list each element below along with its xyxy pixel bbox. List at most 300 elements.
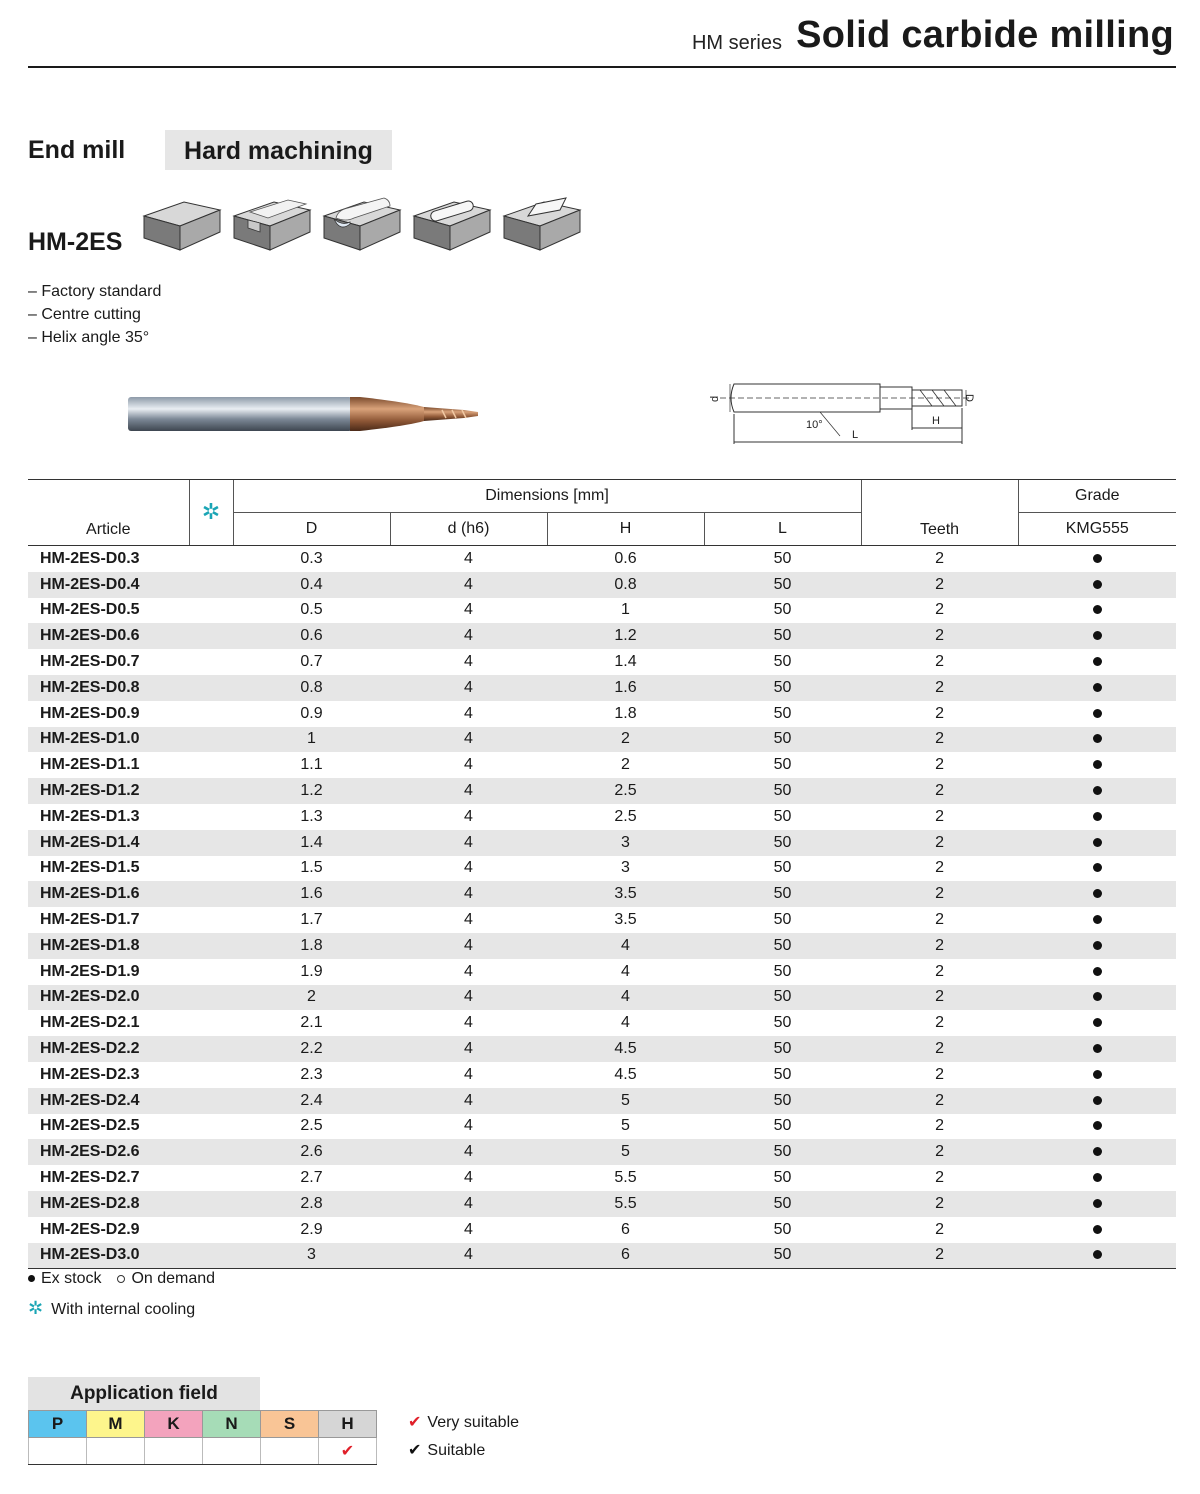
H-cell: 4 bbox=[621, 1014, 630, 1032]
grade-cell bbox=[1018, 752, 1176, 778]
ex-stock-icon bbox=[1093, 554, 1102, 563]
grade-cell bbox=[1018, 649, 1176, 675]
ex-stock-icon bbox=[1093, 657, 1102, 666]
drawing-label-d: d bbox=[709, 395, 721, 402]
ex-stock-icon bbox=[1093, 580, 1102, 589]
d-cell: 4 bbox=[390, 675, 547, 701]
D-cell: 1.1 bbox=[300, 756, 323, 774]
D-cell: 2.5 bbox=[300, 1117, 323, 1135]
d-cell: 4 bbox=[390, 881, 547, 907]
d-cell: 4 bbox=[390, 623, 547, 649]
ex-stock-icon bbox=[1093, 734, 1102, 743]
D-cell: 3 bbox=[233, 1243, 390, 1269]
cooling-cell bbox=[189, 804, 233, 830]
material-n-header: N bbox=[203, 1411, 261, 1438]
ex-stock-icon bbox=[1093, 838, 1102, 847]
grade-cell bbox=[1018, 1191, 1176, 1217]
D-cell: 2.2 bbox=[233, 1036, 390, 1062]
D-cell: 0.4 bbox=[233, 572, 390, 598]
on-demand-icon bbox=[117, 1275, 125, 1283]
end-mill-photo bbox=[124, 388, 484, 436]
cooling-cell bbox=[189, 727, 233, 753]
teeth-cell: 2 bbox=[861, 572, 1018, 598]
teeth-cell: 2 bbox=[861, 881, 1018, 907]
d-cell: 4 bbox=[464, 756, 473, 774]
L-cell: 50 bbox=[704, 778, 861, 804]
table-row bbox=[28, 1088, 1176, 1114]
feature-item: – Helix angle 35° bbox=[28, 329, 150, 346]
article-rows bbox=[28, 546, 1176, 1269]
d-cell: 4 bbox=[464, 911, 473, 929]
teeth-cell: 2 bbox=[935, 962, 944, 980]
D-cell: 0.9 bbox=[300, 704, 323, 722]
feature-list bbox=[28, 280, 161, 349]
cooling-cell bbox=[189, 1217, 233, 1243]
L-cell: 50 bbox=[773, 756, 792, 774]
table-row bbox=[28, 752, 1176, 778]
D-cell: 1.8 bbox=[233, 933, 390, 959]
D-cell: 0.6 bbox=[233, 623, 390, 649]
table-row bbox=[28, 1010, 1176, 1036]
article-cell: HM-2ES-D2.8 bbox=[28, 1191, 189, 1217]
teeth-cell: 2 bbox=[935, 911, 944, 929]
L-cell: 50 bbox=[704, 572, 861, 598]
article-cell: HM-2ES-D1.8 bbox=[28, 933, 189, 959]
stock-legend bbox=[28, 1270, 215, 1288]
cooling-cell bbox=[189, 1114, 233, 1140]
article-cell: HM-2ES-D1.3 bbox=[40, 807, 140, 825]
material-n-rating bbox=[203, 1438, 261, 1465]
ex-stock-icon bbox=[1093, 889, 1102, 898]
L-cell: 50 bbox=[773, 1220, 792, 1238]
cooling-cell bbox=[189, 623, 233, 649]
teeth-cell: 2 bbox=[861, 933, 1018, 959]
material-h-header: H bbox=[319, 1411, 377, 1438]
grade-cell bbox=[1018, 881, 1176, 907]
table-row bbox=[28, 1243, 1176, 1269]
H-cell: 5.5 bbox=[614, 1169, 637, 1187]
teeth-cell: 2 bbox=[935, 704, 944, 722]
article-cell: HM-2ES-D1.9 bbox=[40, 962, 140, 980]
shoulder-milling-icon bbox=[230, 188, 312, 254]
grade-cell bbox=[1018, 1139, 1176, 1165]
ex-stock-label: Ex stock bbox=[41, 1270, 102, 1287]
grade-cell bbox=[1018, 623, 1176, 649]
L-cell: 50 bbox=[773, 549, 792, 567]
grade-cell bbox=[1018, 830, 1176, 856]
table-row bbox=[28, 804, 1176, 830]
grade-cell bbox=[1018, 907, 1176, 933]
very-suitable-legend bbox=[408, 1412, 519, 1432]
ex-stock-icon bbox=[1093, 1044, 1102, 1053]
col-cooling bbox=[189, 480, 233, 546]
teeth-cell: 2 bbox=[861, 623, 1018, 649]
col-L: L bbox=[704, 513, 861, 546]
teeth-cell: 2 bbox=[861, 1243, 1018, 1269]
cooling-cell bbox=[189, 933, 233, 959]
D-cell: 1.2 bbox=[233, 778, 390, 804]
article-cell: HM-2ES-D2.6 bbox=[28, 1139, 189, 1165]
d-cell: 4 bbox=[464, 601, 473, 619]
drawing-label-H: H bbox=[932, 415, 940, 427]
col-article: Article bbox=[28, 480, 189, 546]
H-cell: 0.6 bbox=[614, 549, 637, 567]
material-h-rating bbox=[319, 1438, 377, 1465]
table-row bbox=[28, 933, 1176, 959]
ex-stock-icon bbox=[1093, 1173, 1102, 1182]
teeth-cell: 2 bbox=[861, 778, 1018, 804]
d-cell: 4 bbox=[464, 1220, 473, 1238]
cooling-cell bbox=[189, 1243, 233, 1269]
L-cell: 50 bbox=[704, 1036, 861, 1062]
table-row bbox=[28, 675, 1176, 701]
cooling-cell bbox=[189, 1010, 233, 1036]
table-row bbox=[28, 856, 1176, 882]
article-cell: HM-2ES-D0.9 bbox=[40, 704, 140, 722]
col-grade: Grade bbox=[1018, 480, 1176, 513]
D-cell: 2.4 bbox=[233, 1088, 390, 1114]
D-cell: 0.8 bbox=[233, 675, 390, 701]
cooling-cell bbox=[189, 1088, 233, 1114]
ex-stock-icon bbox=[1093, 812, 1102, 821]
article-cell: HM-2ES-D2.3 bbox=[40, 1065, 140, 1083]
D-cell: 1.3 bbox=[300, 807, 323, 825]
L-cell: 50 bbox=[704, 727, 861, 753]
H-cell: 1.8 bbox=[614, 704, 637, 722]
H-cell: 3.5 bbox=[614, 911, 637, 929]
teeth-cell: 2 bbox=[935, 859, 944, 877]
grade-cell bbox=[1018, 1114, 1176, 1140]
ex-stock-icon bbox=[1093, 1018, 1102, 1027]
teeth-cell: 2 bbox=[861, 675, 1018, 701]
teeth-cell: 2 bbox=[861, 830, 1018, 856]
table-row bbox=[28, 1062, 1176, 1088]
H-cell: 3 bbox=[621, 859, 630, 877]
cooling-cell bbox=[189, 701, 233, 727]
table-row bbox=[28, 881, 1176, 907]
L-cell: 50 bbox=[704, 881, 861, 907]
d-cell: 4 bbox=[464, 1117, 473, 1135]
material-k-header: K bbox=[145, 1411, 203, 1438]
ex-stock-icon bbox=[1093, 1070, 1102, 1079]
dimension-drawing bbox=[700, 372, 990, 452]
teeth-cell: 2 bbox=[861, 1088, 1018, 1114]
table-row bbox=[28, 907, 1176, 933]
teeth-cell: 2 bbox=[935, 1014, 944, 1032]
product-type: End mill bbox=[28, 136, 126, 164]
d-cell: 4 bbox=[464, 807, 473, 825]
col-H: H bbox=[547, 513, 704, 546]
D-cell: 1.4 bbox=[233, 830, 390, 856]
L-cell: 50 bbox=[704, 1191, 861, 1217]
teeth-cell: 2 bbox=[935, 756, 944, 774]
grade-cell bbox=[1018, 572, 1176, 598]
L-cell: 50 bbox=[704, 675, 861, 701]
d-cell: 4 bbox=[464, 704, 473, 722]
H-cell: 1.6 bbox=[547, 675, 704, 701]
table-row bbox=[28, 830, 1176, 856]
L-cell: 50 bbox=[704, 1139, 861, 1165]
cooling-label: With internal cooling bbox=[51, 1301, 196, 1318]
table-row bbox=[28, 778, 1176, 804]
cooling-cell bbox=[189, 675, 233, 701]
application-badge: Hard machining bbox=[165, 130, 392, 170]
cooling-cell bbox=[189, 752, 233, 778]
slot-milling-icon bbox=[320, 188, 402, 254]
ex-stock-icon bbox=[1093, 786, 1102, 795]
material-s-header: S bbox=[261, 1411, 319, 1438]
D-cell: 0.7 bbox=[300, 653, 323, 671]
D-cell: 2.9 bbox=[300, 1220, 323, 1238]
col-d: d (h6) bbox=[390, 513, 547, 546]
article-cell: HM-2ES-D2.2 bbox=[28, 1036, 189, 1062]
table-row bbox=[28, 1114, 1176, 1140]
ex-stock-icon bbox=[1093, 967, 1102, 976]
d-cell: 4 bbox=[390, 572, 547, 598]
D-cell: 2 bbox=[233, 985, 390, 1011]
article-cell: HM-2ES-D1.4 bbox=[28, 830, 189, 856]
H-cell: 1.4 bbox=[614, 653, 637, 671]
article-cell: HM-2ES-D2.7 bbox=[40, 1169, 140, 1187]
table-row bbox=[28, 727, 1176, 753]
d-cell: 4 bbox=[464, 653, 473, 671]
col-grade-name: KMG555 bbox=[1018, 513, 1176, 546]
grade-cell bbox=[1018, 959, 1176, 985]
H-cell: 2.5 bbox=[614, 807, 637, 825]
table-row bbox=[28, 1191, 1176, 1217]
teeth-cell: 2 bbox=[935, 549, 944, 567]
grade-cell bbox=[1018, 1036, 1176, 1062]
D-cell: 2.8 bbox=[233, 1191, 390, 1217]
H-cell: 4 bbox=[547, 933, 704, 959]
article-cell: HM-2ES-D2.1 bbox=[40, 1014, 140, 1032]
cooling-icon: ✲ bbox=[201, 498, 221, 524]
ex-stock-icon bbox=[1093, 915, 1102, 924]
H-cell: 4 bbox=[621, 962, 630, 980]
D-cell: 2.1 bbox=[300, 1014, 323, 1032]
d-cell: 4 bbox=[464, 962, 473, 980]
H-cell: 5 bbox=[547, 1139, 704, 1165]
d-cell: 4 bbox=[390, 1036, 547, 1062]
ex-stock-icon bbox=[1093, 1096, 1102, 1105]
L-cell: 50 bbox=[773, 653, 792, 671]
grade-cell bbox=[1018, 985, 1176, 1011]
L-cell: 50 bbox=[704, 830, 861, 856]
L-cell: 50 bbox=[704, 1088, 861, 1114]
ex-stock-icon bbox=[1093, 1147, 1102, 1156]
H-cell: 5 bbox=[547, 1088, 704, 1114]
H-cell: 5 bbox=[621, 1117, 630, 1135]
suitable-legend bbox=[408, 1440, 485, 1460]
ex-stock-icon bbox=[1093, 1199, 1102, 1208]
L-cell: 50 bbox=[704, 623, 861, 649]
article-cell: HM-2ES-D0.4 bbox=[28, 572, 189, 598]
H-cell: 6 bbox=[547, 1243, 704, 1269]
teeth-cell: 2 bbox=[935, 1220, 944, 1238]
article-cell: HM-2ES-D1.1 bbox=[40, 756, 140, 774]
cooling-cell bbox=[189, 1062, 233, 1088]
D-cell: 1.9 bbox=[300, 962, 323, 980]
ex-stock-icon bbox=[1093, 605, 1102, 614]
ex-stock-icon bbox=[1093, 709, 1102, 718]
col-dimensions: Dimensions [mm] bbox=[233, 480, 861, 513]
cooling-cell bbox=[189, 1036, 233, 1062]
cooling-cell bbox=[189, 778, 233, 804]
ex-stock-icon bbox=[1093, 863, 1102, 872]
article-cell: HM-2ES-D1.6 bbox=[28, 881, 189, 907]
article-cell: HM-2ES-D2.9 bbox=[40, 1220, 140, 1238]
teeth-cell: 2 bbox=[861, 1191, 1018, 1217]
grade-cell bbox=[1018, 1088, 1176, 1114]
cooling-cell bbox=[189, 985, 233, 1011]
H-cell: 1 bbox=[621, 601, 630, 619]
table-row bbox=[28, 623, 1176, 649]
D-cell: 2.6 bbox=[233, 1139, 390, 1165]
article-cell: HM-2ES-D0.8 bbox=[28, 675, 189, 701]
H-cell: 3 bbox=[547, 830, 704, 856]
H-cell: 2 bbox=[547, 727, 704, 753]
ex-stock-icon bbox=[1093, 631, 1102, 640]
table-row bbox=[28, 572, 1176, 598]
D-cell: 1.7 bbox=[300, 911, 323, 929]
grade-cell bbox=[1018, 546, 1176, 572]
d-cell: 4 bbox=[390, 727, 547, 753]
d-cell: 4 bbox=[464, 859, 473, 877]
cooling-cell bbox=[189, 959, 233, 985]
grade-cell bbox=[1018, 933, 1176, 959]
cooling-cell bbox=[189, 830, 233, 856]
grade-cell bbox=[1018, 1010, 1176, 1036]
drawing-label-angle: 10° bbox=[806, 419, 823, 431]
material-p-header: P bbox=[29, 1411, 87, 1438]
L-cell: 50 bbox=[773, 601, 792, 619]
H-cell: 4.5 bbox=[614, 1065, 637, 1083]
material-p-rating bbox=[29, 1438, 87, 1465]
suitable-check-icon: ✔ bbox=[408, 1442, 422, 1459]
table-row bbox=[28, 959, 1176, 985]
D-cell: 1.5 bbox=[300, 859, 323, 877]
series-label: HM series bbox=[691, 32, 782, 54]
table-row bbox=[28, 546, 1176, 572]
very-suitable-check-icon: ✔ bbox=[340, 1443, 355, 1460]
suitable-label: Suitable bbox=[427, 1442, 486, 1459]
grade-cell bbox=[1018, 778, 1176, 804]
grade-cell bbox=[1018, 1243, 1176, 1269]
ex-stock-icon bbox=[1093, 992, 1102, 1001]
cooling-cell bbox=[189, 649, 233, 675]
d-cell: 4 bbox=[390, 1243, 547, 1269]
H-cell: 4 bbox=[547, 985, 704, 1011]
on-demand-label: On demand bbox=[131, 1270, 216, 1287]
table-row bbox=[28, 1217, 1176, 1243]
grade-cell bbox=[1018, 804, 1176, 830]
feature-item: – Factory standard bbox=[28, 283, 162, 300]
table-row bbox=[28, 1036, 1176, 1062]
H-cell: 6 bbox=[621, 1220, 630, 1238]
teeth-cell: 2 bbox=[935, 807, 944, 825]
H-cell: 2.5 bbox=[547, 778, 704, 804]
cooling-cell bbox=[189, 856, 233, 882]
teeth-cell: 2 bbox=[935, 1065, 944, 1083]
grade-cell bbox=[1018, 856, 1176, 882]
teeth-cell: 2 bbox=[935, 1169, 944, 1187]
d-cell: 4 bbox=[390, 778, 547, 804]
L-cell: 50 bbox=[773, 911, 792, 929]
L-cell: 50 bbox=[704, 933, 861, 959]
table-row bbox=[28, 649, 1176, 675]
teeth-cell: 2 bbox=[935, 601, 944, 619]
d-cell: 4 bbox=[390, 830, 547, 856]
d-cell: 4 bbox=[390, 1139, 547, 1165]
application-field-title: Application field bbox=[28, 1377, 260, 1410]
cooling-cell bbox=[189, 1165, 233, 1191]
L-cell: 50 bbox=[773, 1169, 792, 1187]
plunge-milling-icon bbox=[500, 188, 582, 254]
cooling-cell bbox=[189, 1191, 233, 1217]
col-D: D bbox=[233, 513, 390, 546]
material-table bbox=[28, 1410, 377, 1465]
ex-stock-icon bbox=[1093, 1121, 1102, 1130]
very-suitable-label: Very suitable bbox=[427, 1414, 520, 1431]
L-cell: 50 bbox=[704, 985, 861, 1011]
article-cell: HM-2ES-D1.0 bbox=[28, 727, 189, 753]
teeth-cell: 2 bbox=[861, 985, 1018, 1011]
grade-cell bbox=[1018, 727, 1176, 753]
article-cell: HM-2ES-D3.0 bbox=[28, 1243, 189, 1269]
ex-stock-icon bbox=[1093, 1250, 1102, 1259]
cooling-cell bbox=[189, 572, 233, 598]
d-cell: 4 bbox=[464, 549, 473, 567]
L-cell: 50 bbox=[773, 704, 792, 722]
teeth-cell: 2 bbox=[935, 1117, 944, 1135]
article-cell: HM-2ES-D2.0 bbox=[28, 985, 189, 1011]
material-s-rating bbox=[261, 1438, 319, 1465]
D-cell: 1.6 bbox=[233, 881, 390, 907]
article-table bbox=[28, 479, 1176, 1269]
teeth-cell: 2 bbox=[861, 1036, 1018, 1062]
cooling-cell bbox=[189, 907, 233, 933]
L-cell: 50 bbox=[773, 1065, 792, 1083]
cooling-cell bbox=[189, 546, 233, 572]
D-cell: 0.3 bbox=[300, 549, 323, 567]
L-cell: 50 bbox=[773, 1014, 792, 1032]
cooling-cell bbox=[189, 881, 233, 907]
grade-cell bbox=[1018, 598, 1176, 624]
col-teeth: Teeth bbox=[861, 480, 1018, 546]
d-cell: 4 bbox=[464, 1169, 473, 1187]
operation-icons bbox=[140, 188, 590, 254]
cooling-cell bbox=[189, 598, 233, 624]
H-cell: 5.5 bbox=[547, 1191, 704, 1217]
material-m-rating bbox=[87, 1438, 145, 1465]
L-cell: 50 bbox=[704, 1243, 861, 1269]
D-cell: 0.5 bbox=[300, 601, 323, 619]
grade-cell bbox=[1018, 1062, 1176, 1088]
page-header bbox=[28, 0, 1176, 68]
pocket-milling-icon bbox=[410, 188, 492, 254]
d-cell: 4 bbox=[464, 1014, 473, 1032]
ex-stock-icon bbox=[28, 1275, 35, 1282]
L-cell: 50 bbox=[773, 1117, 792, 1135]
feature-item: – Centre cutting bbox=[28, 306, 141, 323]
H-cell: 0.8 bbox=[547, 572, 704, 598]
table-row bbox=[28, 1165, 1176, 1191]
drawing-label-L: L bbox=[852, 429, 859, 441]
cooling-legend bbox=[28, 1298, 195, 1319]
drawing-label-D: D bbox=[963, 394, 975, 402]
article-cell: HM-2ES-D0.3 bbox=[40, 549, 140, 567]
cooling-cell bbox=[189, 1139, 233, 1165]
